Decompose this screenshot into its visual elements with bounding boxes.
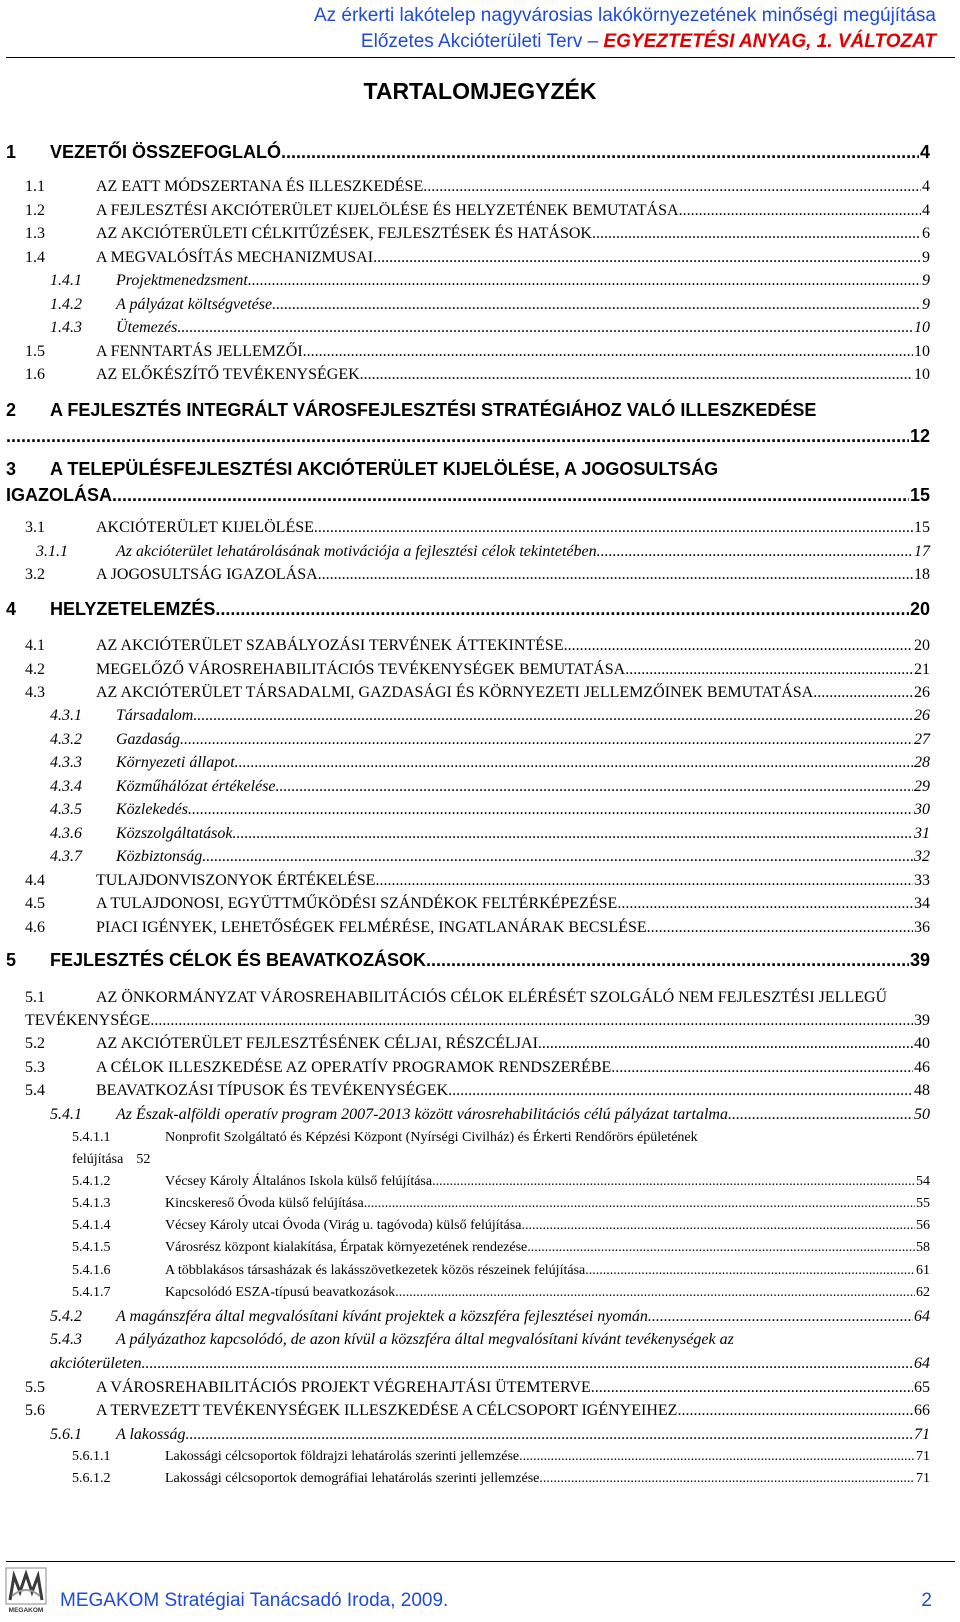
dot-leader	[426, 950, 909, 971]
toc-entry-page: 9	[922, 296, 930, 313]
toc-entry-text: A MEGVALÓSÍTÁS MECHANIZMUSAI	[96, 249, 374, 266]
toc-entry-number: 1.4.3	[50, 319, 82, 336]
toc-entry-page: 15	[909, 485, 930, 505]
toc-entry-page: 71	[914, 1426, 930, 1443]
toc-entry-number: 5	[6, 950, 17, 970]
toc-entry-number: 5.2	[25, 1035, 45, 1052]
dot-leader	[373, 249, 921, 267]
toc-entry-text: A VÁROSREHABILITÁCIÓS PROJEKT VÉGREHAJTÁSI ÜTEMTERVE	[96, 1379, 591, 1396]
dot-leader	[432, 1174, 915, 1190]
toc-entry-text: A CÉLOK ILLESZKEDÉSE AZ OPERATÍV PROGRAMOK RENDSZERÉBE	[96, 1059, 612, 1076]
toc-entry-page: 36	[914, 919, 930, 936]
toc-entry-text: Vécsey Károly Általános Iskola külső felújítása	[165, 1174, 433, 1189]
toc-entry-number: 5.4.1.2	[72, 1174, 111, 1189]
toc-entry-number: 4.6	[25, 919, 45, 936]
toc-entry-page: 55	[916, 1196, 930, 1211]
dot-leader	[303, 343, 913, 361]
toc-entry-text: A lakosság	[116, 1426, 186, 1443]
toc-entry-number: 5.4.1.4	[72, 1218, 111, 1233]
dot-leader	[679, 202, 921, 220]
toc-entry-text: BEAVATKOZÁSI TÍPUSOK ÉS TEVÉKENYSÉGEK	[96, 1082, 449, 1099]
toc-entry-text: Az akcióterület lehatárolásának motivációja a fejlesztési célok tekintetében	[116, 543, 597, 560]
toc-entry-text-line2: TEVÉKENYSÉGE	[25, 1012, 151, 1029]
toc-entry-page: 52	[136, 1152, 151, 1167]
dot-leader	[527, 1240, 915, 1256]
footer-divider	[6, 1561, 955, 1562]
toc-entry-page: 10	[914, 366, 930, 383]
toc-title: TARTALOMJEGYZÉK	[363, 78, 597, 104]
header-subtitle	[361, 29, 936, 55]
dot-leader	[519, 1449, 915, 1465]
toc-entry-text: FEJLESZTÉS CÉLOK ÉS BEAVATKOZÁSOK	[50, 950, 427, 970]
header-subtitle-plain: Előzetes Akcióterületi Terv –	[360, 31, 604, 52]
dot-leader	[597, 543, 913, 561]
dot-leader	[448, 1082, 913, 1100]
toc-entry-page: 71	[916, 1449, 930, 1464]
toc-entry-number: 5.6	[25, 1402, 45, 1419]
toc-entry-page: 66	[914, 1402, 930, 1419]
toc-entry-number: 3.1.1	[36, 543, 68, 560]
toc-entry-text: A FEJLESZTÉS INTEGRÁLT VÁROSFEJLESZTÉSI STRATÉGIÁHOZ VALÓ ILLESZKEDÉSE	[50, 400, 817, 420]
toc-entry-text: AZ EATT MÓDSZERTANA ÉS ILLESZKEDÉSE	[96, 178, 424, 195]
toc-entry-page: 39	[909, 950, 930, 970]
dot-leader	[177, 319, 913, 337]
toc-entry-page: 65	[914, 1379, 930, 1396]
toc-entry-number: 1.5	[25, 343, 45, 360]
dot-leader	[813, 684, 913, 702]
toc-entry-number: 1.4.1	[50, 272, 82, 289]
toc-entry-page: 6	[922, 225, 930, 242]
toc-entry-page: 20	[909, 599, 930, 619]
toc-entry-number: 4.3.7	[50, 848, 82, 865]
toc-entry-text: A többlakásos társasházak és lakásszövetkezetek közös részeinek felújítása	[165, 1263, 586, 1278]
toc-entry-page: 39	[914, 1012, 930, 1029]
toc-entry-text: Vécsey Károly utcai Óvoda (Virág u. tagóvoda) külső felújítása	[165, 1218, 522, 1233]
toc-entry-text: MEGELŐZŐ VÁROSREHABILITÁCIÓS TEVÉKENYSÉGEK BEMUTATÁSA	[96, 661, 626, 678]
toc-entry-page: 9	[922, 272, 930, 289]
dot-leader	[314, 519, 913, 537]
toc-entry-text: Társadalom	[116, 707, 194, 724]
toc-entry-number: 5.1	[25, 989, 45, 1006]
toc-entry-page: 18	[914, 566, 930, 583]
toc-entry-text: Lakossági célcsoportok demográfiai lehatárolás szerinti jellemzése	[165, 1471, 540, 1486]
toc-entry-number: 5.5	[25, 1379, 45, 1396]
dot-leader	[585, 1263, 915, 1279]
toc-entry-number: 4.4	[25, 872, 45, 889]
toc-entry-text-line2: akcióterületen	[50, 1355, 142, 1372]
toc-entry-page: 54	[916, 1174, 930, 1189]
toc-entry-page: 30	[914, 801, 930, 818]
toc-entry-page: 46	[914, 1059, 930, 1076]
toc-entry-text: Projektmenedzsment	[116, 272, 248, 289]
toc-entry-text: Közlekedés	[116, 801, 188, 818]
toc-entry-page: 9	[922, 249, 930, 266]
toc-entry-text-line1: A TELEPÜLÉSFEJLESZTÉSI AKCIÓTERÜLET KIJELÖLÉSE, A JOGOSULTSÁG	[50, 459, 719, 479]
toc-entry-number: 1.4.2	[50, 296, 82, 313]
toc-entry-number: 4.3.5	[50, 801, 82, 818]
toc-entry-page: 10	[914, 319, 930, 336]
toc-entry-text: Közműhálózat értékelése	[116, 778, 276, 795]
footer-text: MEGAKOM Stratégiai Tanácsadó Iroda, 2009.	[60, 1590, 449, 1611]
toc-entry-page: 20	[914, 637, 930, 654]
toc-entry-number: 5.4.1.6	[72, 1263, 111, 1278]
toc-entry-text: TULAJDONVISZONYOK ÉRTÉKELÉSE	[96, 872, 376, 889]
toc-entry-text: VEZETŐI ÖSSZEFOGLALÓ	[50, 142, 282, 162]
header-title: Az érkerti lakótelep nagyvárosias lakókörnyezetének minőségi megújítása	[313, 5, 936, 26]
toc-entry-text: AZ AKCIÓTERÜLET SZABÁLYOZÁSI TERVÉNEK ÁTTEKINTÉSE	[96, 637, 564, 654]
toc-entry-text: PIACI IGÉNYEK, LEHETŐSÉGEK FELMÉRÉSE, INGATLANÁRAK BECSLÉSE	[96, 919, 647, 936]
toc-entry-page: 64	[914, 1308, 930, 1325]
toc-entry-text: AZ AKCIÓTERÜLET FEJLESZTÉSÉNEK CÉLJAI, RÉSZCÉLJAI	[96, 1035, 538, 1052]
dot-leader	[180, 731, 913, 749]
dot-leader	[150, 1012, 913, 1030]
toc-entry-number: 1.6	[25, 366, 45, 383]
toc-entry-number: 1.2	[25, 202, 45, 219]
toc-entry-number: 5.4.1.1	[72, 1130, 111, 1145]
toc-entry-text: AZ AKCIÓTERÜLETI CÉLKITŰZÉSEK, FEJLESZTÉSEK ÉS HATÁSOK	[96, 225, 592, 242]
toc-entry-text-line2: IGAZOLÁSA	[6, 485, 112, 505]
toc-entry-text: A TERVEZETT TEVÉKENYSÉGEK ILLESZKEDÉSE A CÉLCSOPORT IGÉNYEIHEZ	[96, 1402, 678, 1419]
toc-entry-text: Közbiztonság	[116, 848, 203, 865]
toc-entry-page: 21	[914, 661, 930, 678]
footer-page-number: 2	[921, 1590, 932, 1611]
toc-entry-number: 4.3	[25, 684, 45, 701]
dot-leader	[539, 1471, 915, 1487]
dot-leader	[276, 778, 913, 796]
dot-leader	[728, 1106, 913, 1124]
dot-leader	[235, 754, 913, 772]
toc-entry-page: 26	[914, 707, 930, 724]
toc-entry-page: 50	[914, 1106, 930, 1123]
toc-entry-text: Városrész központ kialakítása, Érpatak környezetének rendezése	[165, 1240, 528, 1255]
toc-entry-number: 3.1	[25, 519, 45, 536]
toc-entry-number: 5.3	[25, 1059, 45, 1076]
logo-text: MEGAKOM	[8, 1607, 44, 1614]
toc-entry-page: 12	[909, 426, 930, 446]
dot-leader	[360, 366, 913, 384]
dot-leader	[318, 566, 913, 584]
toc-entry-number: 4.3.6	[50, 825, 82, 842]
dot-leader	[617, 895, 913, 913]
toc-entry-page: 17	[914, 543, 930, 560]
toc-entry-text: Környezeti állapot	[116, 754, 235, 771]
toc-entry-number: 1.4	[25, 249, 45, 266]
toc-entry-text-line1: AZ ÖNKORMÁNYZAT VÁROSREHABILITÁCIÓS CÉLOK ELÉRÉSÉT SZOLGÁLÓ NEM FEJLESZTÉSI JELLEGŰ	[96, 989, 888, 1006]
toc-entry-page: 56	[916, 1218, 930, 1233]
toc-entry-page: 31	[914, 825, 930, 842]
toc-entry-number: 5.4.1.3	[72, 1196, 111, 1211]
dot-leader	[611, 1059, 913, 1077]
toc-entry-page: 4	[922, 202, 930, 219]
toc-entry-page: 29	[914, 778, 930, 795]
toc-entry-page: 62	[916, 1285, 930, 1300]
dot-leader	[395, 1285, 915, 1301]
dot-leader	[648, 1308, 913, 1326]
toc-entry-text: Kapcsolódó ESZA-típusú beavatkozások	[165, 1285, 396, 1300]
toc-entry-page: 4	[919, 142, 930, 162]
toc-entry-text: AKCIÓTERÜLET KIJELÖLÉSE	[96, 519, 314, 536]
toc-entry-number: 2	[6, 400, 17, 420]
toc-entry-number: 5.6.1.2	[72, 1471, 111, 1486]
toc-entry-page: 33	[914, 872, 930, 889]
toc-entry-text: A TULAJDONOSI, EGYÜTTMŰKÖDÉSI SZÁNDÉKOK FELTÉRKÉPEZÉSE	[96, 895, 618, 912]
dot-leader	[248, 272, 921, 290]
dot-leader	[375, 872, 913, 890]
dot-leader	[193, 707, 913, 725]
megakom-logo-icon	[4, 1566, 48, 1616]
toc-entry-page: 58	[916, 1240, 930, 1255]
toc-entry-number: 4.3.3	[50, 754, 82, 771]
toc-entry-number: 5.4	[25, 1082, 45, 1099]
toc-entry-number: 4.5	[25, 895, 45, 912]
toc-entry-page: 34	[914, 895, 930, 912]
dot-leader	[592, 225, 921, 243]
toc-entry-number: 5.4.2	[50, 1308, 82, 1325]
toc-entry-page: 4	[922, 178, 930, 195]
dot-leader	[281, 142, 919, 163]
dot-leader	[564, 637, 913, 655]
toc-entry-number: 1.1	[25, 178, 45, 195]
toc-entry-page: 27	[914, 731, 930, 748]
toc-entry-number: 5.4.3	[50, 1331, 82, 1348]
header-subtitle-emphasis: EGYEZTETÉSI ANYAG, 1. VÁLTOZAT	[603, 31, 936, 52]
toc-entry-number: 4.1	[25, 637, 45, 654]
dot-leader	[112, 485, 909, 506]
dot-leader	[202, 848, 913, 866]
toc-entry-number: 4	[6, 599, 17, 619]
toc-entry-number: 4.2	[25, 661, 45, 678]
toc-entry-page: 48	[914, 1082, 930, 1099]
dot-leader	[272, 296, 921, 314]
toc-entry-text: Az Észak-alföldi operatív program 2007-2013 között városrehabilitációs célú pályázat tartalma	[116, 1106, 728, 1123]
dot-leader	[188, 801, 913, 819]
toc-entry-page: 61	[916, 1263, 930, 1278]
toc-entry-text-line1: A pályázathoz kapcsolódó, de azon kívül a közszféra által megvalósítani kívánt tevékenységek az	[116, 1331, 734, 1348]
dot-leader	[185, 1426, 913, 1444]
toc-entry-text: A JOGOSULTSÁG IGAZOLÁSA	[96, 566, 318, 583]
header-divider	[6, 57, 955, 58]
toc-entry-page: 10	[914, 343, 930, 360]
dot-leader	[625, 661, 913, 679]
toc-entry-number: 4.3.2	[50, 731, 82, 748]
dot-leader	[423, 178, 921, 196]
toc-entry-text: HELYZETELEMZÉS	[50, 599, 216, 619]
dot-leader	[521, 1218, 915, 1234]
toc-entry-text: A FEJLESZTÉSI AKCIÓTERÜLET KIJELÖLÉSE ÉS HELYZETÉNEK BEMUTATÁSA	[96, 202, 679, 219]
toc-entry-text: Lakossági célcsoportok földrajzi lehatárolás szerinti jellemzése	[165, 1449, 520, 1464]
toc-entry-number: 5.6.1.1	[72, 1449, 111, 1464]
toc-entry-page: 64	[914, 1355, 930, 1372]
toc-entry-number: 3	[6, 459, 17, 479]
dot-leader	[364, 1196, 915, 1212]
toc-entry-page: 15	[914, 519, 930, 536]
toc-entry-text: AZ ELŐKÉSZÍTŐ TEVÉKENYSÉGEK	[96, 366, 360, 383]
toc-entry-text: Közszolgáltatások	[116, 825, 233, 842]
dot-leader	[647, 919, 913, 937]
toc-entry-number: 5.6.1	[50, 1426, 82, 1443]
dot-leader	[6, 426, 909, 447]
toc-entry-number: 1	[6, 142, 17, 162]
toc-entry-number: 3.2	[25, 566, 45, 583]
toc-entry-number: 4.3.1	[50, 707, 82, 724]
toc-entry-number: 1.3	[25, 225, 45, 242]
toc-entry-text-line2: felújítása	[72, 1152, 124, 1167]
toc-entry-number: 4.3.4	[50, 778, 82, 795]
toc-entry-text-line1: Nonprofit Szolgáltató és Képzési Központ (Nyírségi Civilház) és Érkerti Rendőrörs épületének	[165, 1130, 698, 1145]
toc-entry-page: 26	[914, 684, 930, 701]
dot-leader	[538, 1035, 913, 1053]
toc-entry-page: 28	[914, 754, 930, 771]
toc-entry-text: Ütemezés	[116, 319, 178, 336]
dot-leader	[677, 1402, 913, 1420]
toc-entry-page: 32	[914, 848, 930, 865]
toc-entry-number: 5.4.1.7	[72, 1285, 111, 1300]
toc-entry-text: AZ AKCIÓTERÜLET TÁRSADALMI, GAZDASÁGI ÉS KÖRNYEZETI JELLEMZŐINEK BEMUTATÁSA	[96, 684, 814, 701]
toc-entry-text: Gazdaság	[116, 731, 181, 748]
toc-entry-number: 5.4.1.5	[72, 1240, 111, 1255]
toc-entry-page: 40	[914, 1035, 930, 1052]
toc-entry-text: A magánszféra által megvalósítani kívánt projektek a közszféra fejlesztései nyomán	[116, 1308, 648, 1325]
dot-leader	[215, 599, 909, 620]
toc-entry-page: 71	[916, 1471, 930, 1486]
toc-entry-text: Kincskereső Óvoda külső felújítása	[165, 1196, 364, 1211]
toc-entry-text: A pályázat költségvetése	[116, 296, 273, 313]
dot-leader	[591, 1379, 913, 1397]
toc-entry-number: 5.4.1	[50, 1106, 82, 1123]
dot-leader	[142, 1355, 913, 1373]
toc-entry-text: A FENNTARTÁS JELLEMZŐI	[96, 343, 303, 360]
dot-leader	[232, 825, 913, 843]
